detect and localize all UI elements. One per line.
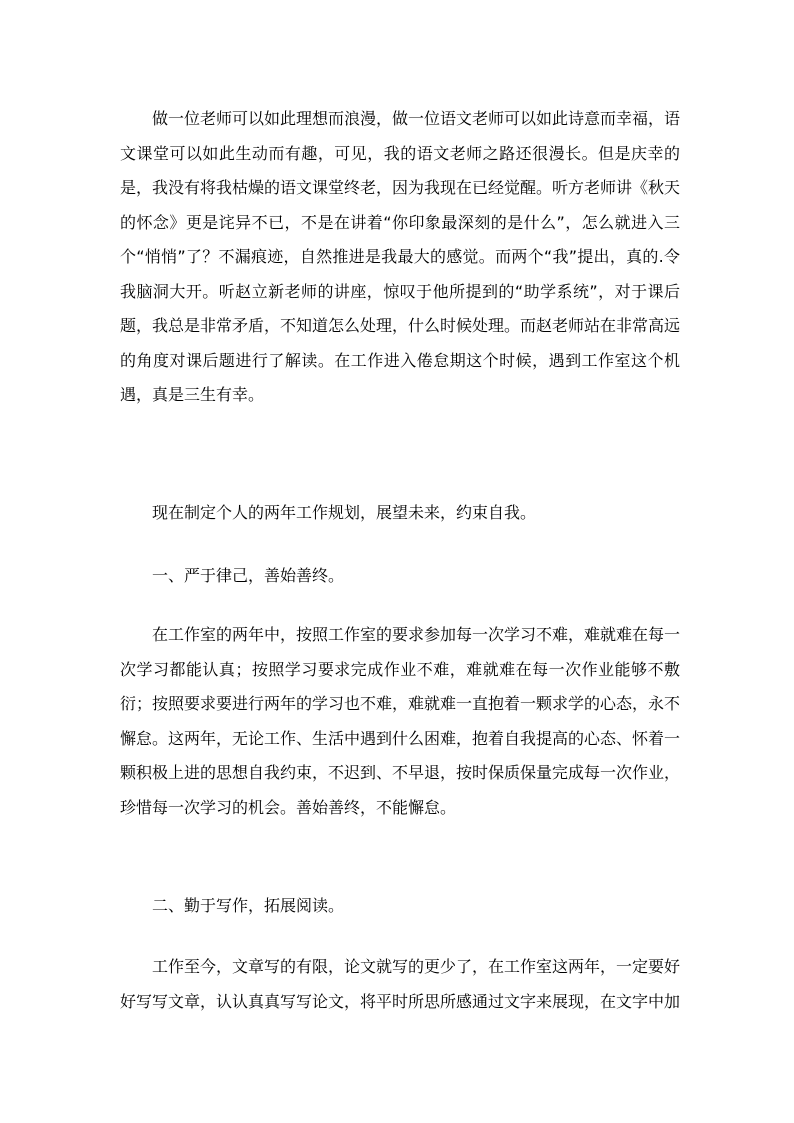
paragraph-section-2: 工作至今，文章写的有限，论文就写的更少了，在工作室这两年，一定要好好写写文章，认认真真写写论文，将平时所思所感通过文字来展现，在文字中加	[120, 957, 681, 1011]
paragraph-reflection: 做一位老师可以如此理想而浪漫，做一位语文老师可以如此诗意而幸福，语文课堂可以如此生动而有趣，可见，我的语文老师之路还很漫长。但是庆幸的是，我没有将我枯燥的语文课堂终老，因为我现在已经觉醒。听方老师讲《秋天的怀念》更是诧异不已，不是在讲着“你印象最深刻的是什么”，怎么就进入三个“悄悄”了？不漏痕迹，自然推进是我最大的感觉。而两个“我”提出，真的.令我脑洞大开。听赵立新老师的讲座，惊叹于他所提到的“助学系统”，对于课后题，我总是非常矛盾，不知道怎么处理，什么时候处理。而赵老师站在非常高远的角度对课后题进行了解读。在工作进入倦怠期这个时候，遇到工作室这个机遇，真是三生有幸。	[120, 109, 681, 404]
paragraph-section-1: 在工作室的两年中，按照工作室的要求参加每一次学习不难，难就难在每一次学习都能认真；按照学习要求完成作业不难，难就难在每一次作业能够不敷衍；按照要求要进行两年的学习也不难，难就难一直抱着一颗求学的心态，永不懈怠。这两年，无论工作、生活中遇到什么困难，抱着自我提高的心态、怀着一颗积极上进的思想自我约束，不迟到、不早退，按时保质保量完成每一次作业，珍惜每一次学习的机会。善始善终，不能懈怠。	[120, 625, 681, 817]
paragraph-plan-intro: 现在制定个人的两年工作规划，展望未来，约束自我。	[152, 503, 537, 522]
section-heading-1: 一、严于律己，善始善终。	[152, 566, 345, 585]
section-heading-2: 二、勤于写作，拓展阅读。	[152, 896, 345, 915]
